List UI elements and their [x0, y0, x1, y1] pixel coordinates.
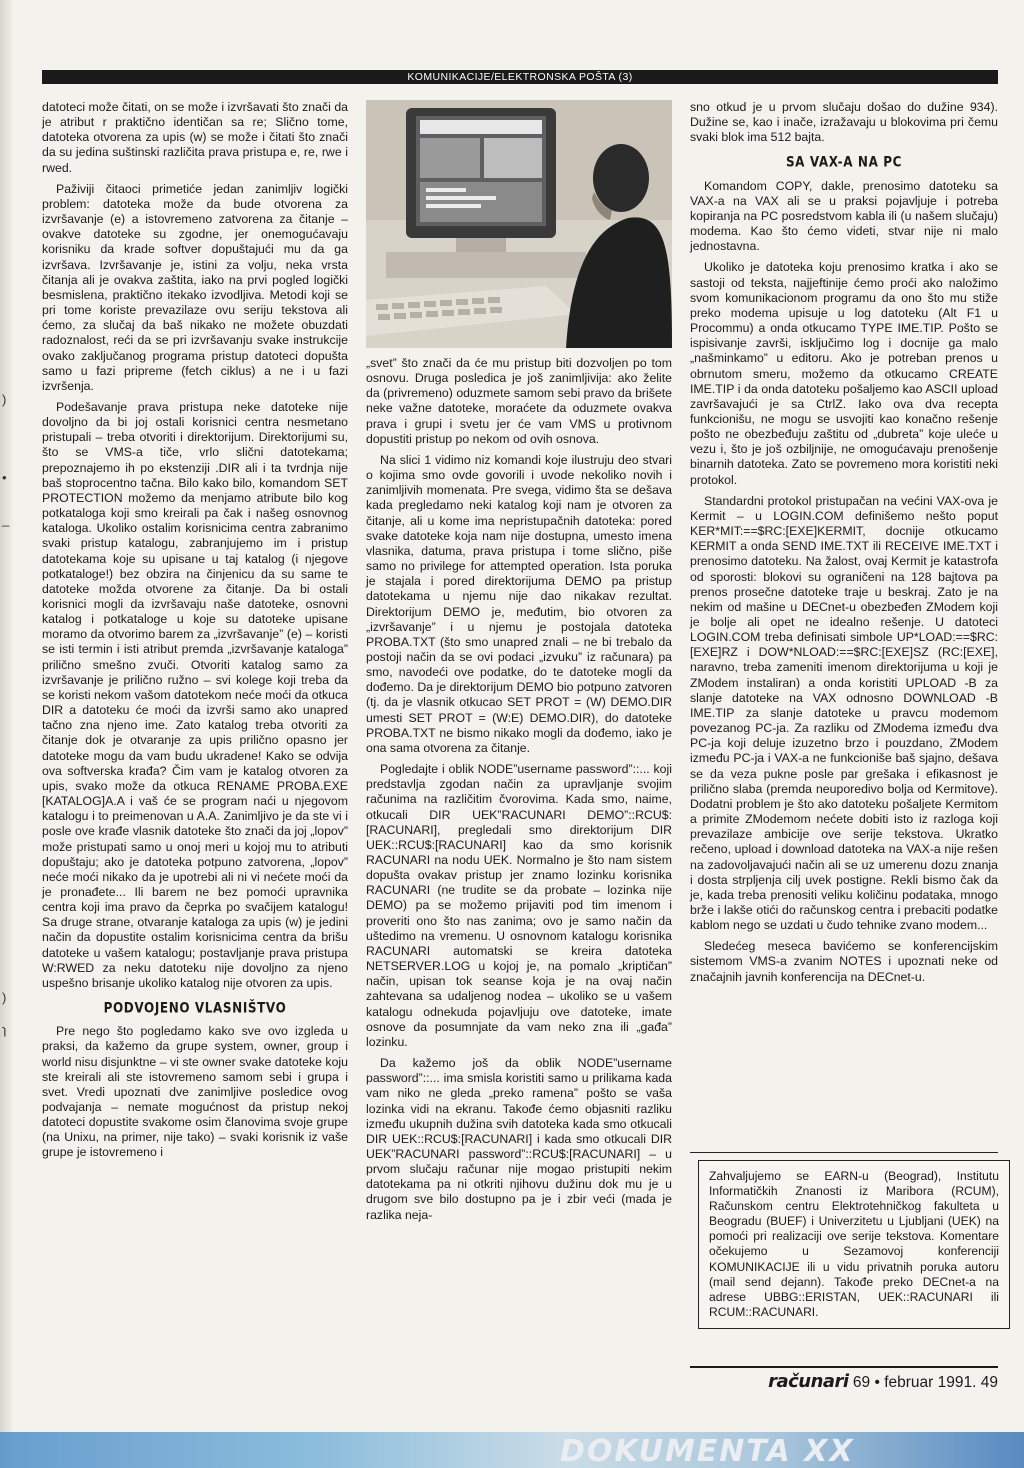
next-page-bleed	[0, 1432, 1024, 1468]
paragraph: Pogledajte i oblik NODE”username password”::... koji predstavlja zgodan način za upravljanje svojim računima na različitim čvorovima. Kada smo, naime, otkucali DIR UEK”RACUNARI DEMO”::RCU$:[RACUNARI], pregledali smo direktorijum DIR UEK::RCU$:[RACUNARI] kao da smo korisnik RACUNARI na nodu UEK. Normalno je što nam sistem dopušta ovakav pristup jer znamo lozinku korisnika RACUNARI (ne trudite se da probate – lozinka nije DEMO) pa se možemo prijaviti pod tim imenom i proveriti ono što nas zanima; ovo je samo način da uštedimo na vremenu. U osnovnom katalogu korisnika RACUNARI automatski se kreira datoteka NETSERVER.LOG u kojoj je, na pomalo „kriptičan” način, upisan tok seanse koja je na ovaj način zahtevana sa udaljenog nodea – ukoliko se u vašem katalogu odnekuda pojavljuju ove datoteke, imate osnove da posumnjate da vam neko zna ili „gađa” lozinku.	[366, 762, 672, 1049]
binding-mark: ɿ	[2, 1022, 7, 1037]
section-subheading: SA VAX-A NA PC	[785, 154, 903, 171]
binding-mark: _	[2, 512, 10, 527]
box-top-rule	[690, 1152, 998, 1153]
text-column-2	[366, 356, 672, 1229]
bleed-text: DOKUMENTA XX	[560, 1434, 855, 1468]
section-subheading: PODVOJENO VLASNIŠTVO	[103, 999, 287, 1017]
paragraph: „svet” što znači da će mu pristup biti dozvoljen po tom osnovu. Druga posledica je još zanimljivija: ako želite da (privremeno) oduzmete samom sebi pravo da brišete neke važne datoteke, moraćete da oduzmete ovakva prava i grupi i svetu jer će vam VMS u protivnom dopustiti pristup po nekom od ovih osnova.	[366, 356, 672, 446]
bullet-icon: •	[874, 1374, 880, 1391]
magazine-logo: računari	[768, 1371, 849, 1392]
binding-mark: )	[2, 990, 7, 1005]
issue-number: 69	[852, 1374, 871, 1391]
page-footer	[700, 1372, 998, 1393]
paragraph: Da kažemo još da oblik NODE”username password”::... ima smisla koristiti samo u prilikama kada vam niko ne gleda „preko ramena” pošto se vaša lozinka vidi na ekranu. Takođe ćemo objasniti razliku između ukupnih dužina svih datoteka kada smo otkucali DIR UEK::RCU$:[RACUNARI] i kada smo otkucali DIR UEK”RACUNARI password”::RCU$:[RACUNARI] – u prvom slučaju računar nije mogao pristupiti nekim datotekama pa ni otkriti njihovu dužinu dok mu je u drugom sve bilo dostupno pa je i zbir veći (mada je razlika neja-	[366, 1056, 672, 1222]
acknowledgement-box: Zahvaljujemo se EARN-u (Beograd), Institutu Informatičkih Znanosti iz Maribora (RCUM), Računskom centru Elektrotehničkog fakulteta u Beogradu (BUEF) i Univerzitetu u Ljubljani (UEK) na pomoći pri realizaciji ove serije tekstova. Komentare očekujemo u Sezamovoj konferenciji KOMUNIKACIJE ili u vidu privatnih poruka autoru (mail send dejann). Takođe preko DECnet-a na adrese UBBG::ERISTAN, UEK::RACUNARI ili RCUM::RACUNARI.	[698, 1160, 1010, 1329]
text-column-3	[690, 100, 998, 991]
issue-date: februar 1991.	[884, 1374, 977, 1391]
photo-computer-user	[366, 100, 672, 348]
paragraph: datoteci može čitati, on se može i izvršavati što znači da je atribut r praktično identičan sa re; Slično tome, datoteka otvorena za upis (w) se može i čitati što znači da su jedina suštinski različita prava pristupa e, re, rwe i rwed.	[42, 100, 348, 175]
section-header: KOMUNIKACIJE/ELEKTRONSKA POŠTA (3)	[42, 70, 998, 84]
paragraph: Standardni protokol pristupačan na većini VAX-ova je Kermit – u LOGIN.COM definišemo nešto poput KER*MIT:==$RC:[EXE]KERMIT, docnije otkucamo KERMIT a onda SEND IME.TXT ili RECEIVE IME.TXT i prenosimo datoteku. Na žalost, ovaj Kermit je katastrofa od sporosti: blokovi su ograničeni na 128 bajtova pa prenos prosečne datoteke traje u beskraj. Zato je na nekim od mašine u DECnet-u obezbeđen ZModem koji je bolje ali opet ne idealno rešenje. U datoteci LOGIN.COM treba definisati simbole UP*LOAD:==$RC:[EXE]RZ i DOW*NLOAD:==$RC:[EXE]SZ (RC:[EXE], naravno, treba zameniti imenom direktorijuma u koji je ZModem instaliran) a onda koristiti UPLOAD -B za slanje datoteke na VAX odnosno DOWNLOAD -B IME.TIP za slanje datoteke u pravcu modemom povezanog PC-ja. Za razliku od ZModema između dva PC-ja koji deluje izuzetno brzo i pouzdano, ZModem između PC-ja i VAX-a ne funkcioniše baš sjajno, dešava se da veza pukne posle par grešaka i efikasnost je prilično slaba (premda neuporedivo bolja od Kermitove). Dodatni problem je što ako datoteku pošaljete Kermitom a primite ZModemom nećete dobiti isto iz razloga koji prevazilaze ambicije ove serije tekstova. Ukratko rečeno, upload i download datoteka na VAX-a nije rešen na zadovoljavajući način ali se uz umerenu dozu znanja i dosta strpljenja cilj uvek postigne. Rekli bismo čak da je, kada treba prenositi veliku količinu podataka, mnogo brže i lakše otići do računskog centra i prebaciti podatke kablom nego se uzdati u čudo tehnike zvano modem...	[690, 493, 998, 933]
paragraph: Pre nego što pogledamo kako sve ovo izgleda u praksi, da kažemo da grupe system, owner, group i world nisu disjunktne – vi ste owner svake datoteke koju ste kreirali ali ste istovremeno samom sebi i grupa i svet. Vredi upoznati dve zanimljive posledice ovog podvajanja – nemate mogućnost da pristup nekoj datoteci dopustite svakome osim članovima svoje grupe (na Unixu, na primer, nije tako) – svaki korisnik iz vaše grupe je istovremeno i	[42, 1024, 348, 1160]
text-column-1	[42, 100, 348, 1167]
photo-illustration	[366, 100, 672, 348]
paragraph: Sledećeg meseca bavićemo se konferencijskim sistemom VMS-a zvanim NOTES i upoznati neke od značajnih javnih konferencija na DECnet-u.	[690, 939, 998, 984]
paragraph: Podešavanje prava pristupa neke datoteke nije dovoljno da bi joj ostali korisnici centra nesmetano pristupali – treba otvoriti i direktorijum. Direktorijumi su, što se VMS-a tiče, vrlo slični datotekama; prepoznajemo ih po ekstenziji .DIR ali i ta tvrdnja nije baš stoprocentno tačna. Bilo kako bilo, komandom SET PROTECTION možemo da menjamo atribute bilo kog potkataloga koji smo kreirali pa čak i našeg osnovnog kataloga. Ukoliko ostalim korisnicima centra zabranimo svaki pristup katalogu, zabranjujemo im i pristup datotekama koje su upisane u taj katalog (i njegove potkataloge!) bez obzira na činjenicu da su same te datoteke možda otvorene za čitanje. Da bi ostali korisnici mogli da izvršavaju naše datoteke, osnovni katalog i potkataloge u koje su datoteke upisane moramo da otvorimo barem za „izvršavanje” (e) – koristi se isti termin i isti atribut premda „izvršavanje kataloga” prilično smešno zvuči. Otvoriti katalog samo za izvršavanje je prilično ružno – svi kolege koji treba da se koristi nekom vašom datotekom neće moći da otkuca DIR a datoteku će moći da izvrši samo ako unapred tačno zna njeno ime. Zato katalog treba otvoriti za čitanje dok je otvaranje za upis prilično opasno jer datoteke mogu da vam budu ukradene! Kako se odvija ova softverska krađa? Čim vam je katalog otvoren za upis, svako može da otkuca RENAME PROBA.EXE [KATALOG]A.A i vaš će se program naći u njegovom katalogu i to preimenovan u A.A. Zanimljivo je da ste vi i posle ove krađe vlasnik datoteke što znači da joj „lopov” može pristupati samo u onoj meri u kojoj mu to atributi dopuštaju; ako je datoteka potpuno zatvorena, „lopov” neće moći nikako da je upotrebi ali ni vi nećete moći da je pronađete... Ili barem ne bez pomoći upravnika centra koji ima pravo da čeprka po svačijem katalogu! Sa druge strane, otvaranje kataloga za upis (w) je jedini način da dopustite ostalim korisnicima centra da brišu datoteke u vašem katalogu; postavljanje prava pristupa W:RWED za neku datoteku nije dovoljno za njeno uspešno brisanje ukoliko katalog nije otvoren za upis.	[42, 399, 348, 990]
scan-edge	[0, 0, 14, 1468]
paragraph: Paživiji čitaoci primetiće jedan zanimljiv logički problem: datoteka može da bude otvorena za izvršavanje (e) a istovremeno zatvorena za čitanje – ovakve datoteke su zgodne, jer onemogućavaju korisniku da krade softver dopuštajući mu da ga izvršava. Izvršavanje je, istini za volju, neka vrsta čitanja ali je ovakva zaštita, iako na prvi pogled logički besmislena, praktično itekako izvodljiva. Metodi koji se pri tome koriste prevazilaze ovu seriju tekstova ali ćemo, za slučaj da baš nikako ne možete obuzdati radoznalost, reći da se pri izvršavanju svake instrukcije ovako zaključanog programa pristup datoteci dopušta samo u fazi pripreme (fetch ciklus) a ne i u fazi izvršenja.	[42, 181, 348, 393]
paragraph: Na slici 1 vidimo niz komandi koje ilustruju deo stvari o kojima smo ovde govorili i uvode nekoliko novih i zanimljivih momenata. Pre svega, vidimo šta se dešava kada pregledamo neki katalog koji nam je otvoren za čitanje, ali u kome ima nepristupačnih datoteka: pored svake datoteke koja nam nije dostupna, umesto imena vlasnika, datuma, prava pristupa i tome slično, piše samo no privilege for attempted operation. Ista poruka je stajala i pored direktorijuma DEMO pa pristup datotekama u njemu nije dao nikakav rezultat. Direktorijum DEMO je, međutim, bio otvoren za „izvršavanje” i u njemu je postojala datoteka PROBA.TXT (što smo unapred znali – ne bi trebalo da postoji način da se ovi podaci „izvuku” iz računara) pa smo, navodeći ove podatke, do te datoteke mogli da dođemo. Da je direktorijum DEMO bio potpuno zatvoren (tj. da je vlasnik otkucao SET PROT = (W) DEMO.DIR umesti SET PROT = (W:E) DEMO.DIR), do datoteke PROBA.TXT ne bismo nikako mogli da dođemo, iako je ona sama otvorena za čitanje.	[366, 452, 672, 755]
page-number: 49	[980, 1374, 998, 1391]
paragraph: Ukoliko je datoteka koju prenosimo kratka i ako se sastoji od teksta, najjeftinije ćemo proći ako naložimo svom komunikacionom programu da ono što mu stiže preko modema upisuje u log datoteku (Alt F1 u Procommu) a onda otkucamo TYPE IME.TIP. Pošto se ispisivanje završi, isključimo log i docnije ga malo „našminkamo” u editoru. Ako je potreban prenos u obrnutom smeru, možemo da otkucamo CREATE IME.TIP i da onda datoteku pošaljemo kao ASCII upload završavajući je sa CtrlZ. Iako ova dva recepta funkcionišu, ne mogu se usvojiti kao konačno rešenje pošto ne obezbeđuju zaštitu od „dubreta” koje uleće u vezu i, što je još ozbiljnije, ne omogućavaju prenošenje binarnih datoteka. Zato se povremeno mora koristiti neki protokol.	[690, 260, 998, 487]
paragraph: sno otkud je u prvom slučaju došao do dužine 934). Dužine se, kao i inače, izražavaju u blokovima pri čemu svaki blok ima 512 bajta.	[690, 100, 998, 145]
binding-mark: )	[2, 392, 7, 407]
footer-rule	[690, 1366, 998, 1368]
paragraph: Komandom COPY, dakle, prenosimo datoteku sa VAX-a na VAX ali se u praksi pojavljuje i potreba kopiranja na PC posredstvom kabla ili (u našem slučaju) modema. Kao što ćemo videti, stvar nije ni malo jednostavna.	[690, 178, 998, 254]
binding-mark: •	[2, 470, 7, 485]
